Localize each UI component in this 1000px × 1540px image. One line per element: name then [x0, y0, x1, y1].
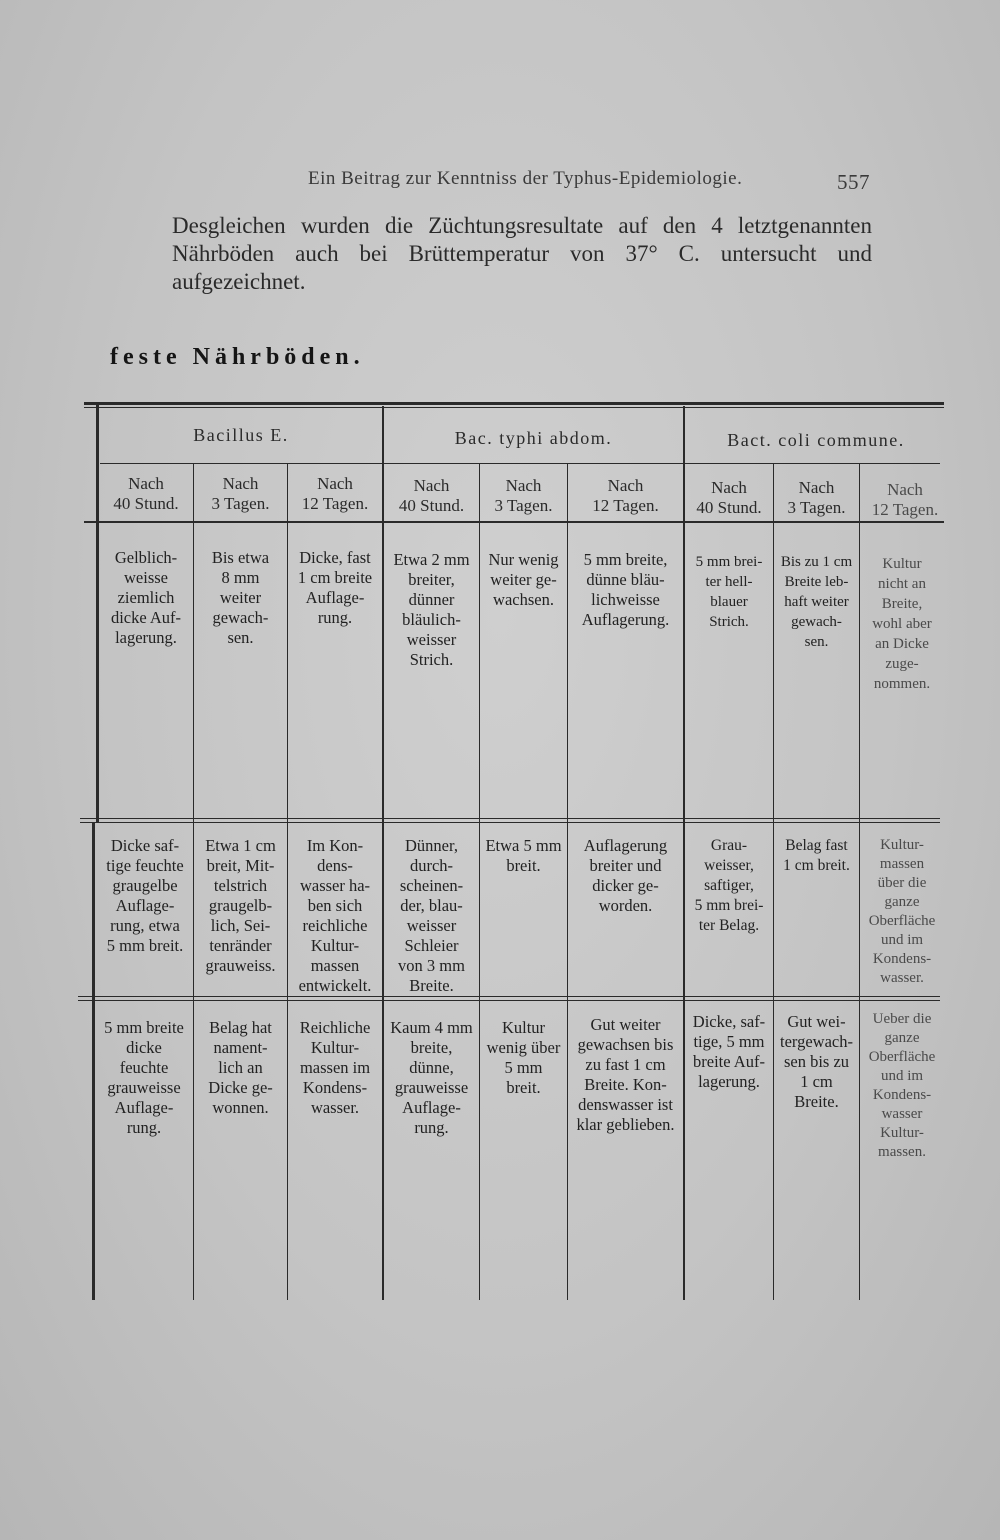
table-cell-r2-c3: Im Kon- dens- wasser ha- ben sich reichliche Kultur- massen entwickelt. [298, 836, 372, 995]
table-cell-r1-c5: Nur wenig weiter ge- wachsen. [488, 550, 559, 609]
table-top-rule-thin [84, 407, 944, 408]
subhead-col-6: Nach 12 Tagen. [592, 476, 659, 515]
intro-paragraph: Desgleichen wurden die Züchtungsresultate auf den 4 letztgenannten Nährböden auch bei Brüttemperatur von 37° C. untersucht und aufgezeichnet. [172, 213, 872, 294]
table-cell-r3-c9: Ueber die ganze Oberfläche und im Kondens- wasser Kultur- massen. [868, 1011, 936, 1160]
page-number: 557 [837, 170, 870, 194]
table-cell-r1-c6: 5 mm breite, dünne bläu- lichweisse Auflagerung. [581, 550, 670, 629]
section-title: feste Nährböden. [110, 344, 365, 370]
table-cell-r3-c4: Kaum 4 mm breite, dünne, grauweisse Auflage- rung. [390, 1018, 473, 1137]
table-cell-r2-c5: Etwa 5 mm breit. [485, 836, 562, 875]
table-cell-r3-c6: Gut weiter gewachsen bis zu fast 1 cm Breite. Kon- denswasser ist klar geblieben. [576, 1015, 675, 1134]
table-cell-r2-c4: Dünner, durch- scheinen- der, blau- weisser Schleier von 3 mm Breite. [398, 836, 465, 995]
table-cell-r3-c7: Dicke, saf- tige, 5 mm breite Auf- lagerung. [692, 1012, 766, 1091]
row1-bottom-rule [80, 818, 940, 819]
row1-bottom-rule-2 [80, 822, 940, 823]
table-cell-r1-c2: Bis etwa 8 mm weiter gewach- sen. [211, 548, 270, 647]
subhead-col-4: Nach 40 Stund. [398, 476, 465, 515]
table-cell-r1-c1: Gelblich- weisse ziemlich dicke Auf- lagerung. [110, 548, 182, 647]
table-cell-r2-c7: Grau- weisser, saftiger, 5 mm brei- ter Belag. [694, 837, 764, 934]
subhead-col-9: Nach 12 Tagen. [871, 480, 939, 519]
group-underline [100, 463, 940, 464]
table-cell-r1-c9: Kultur nicht an Breite, wohl aber an Dicke zuge- nommen. [872, 556, 932, 692]
table-cell-r3-c8: Gut wei- tergewach- sen bis zu 1 cm Breite. [780, 1012, 853, 1111]
table-cell-r1-c8: Bis zu 1 cm Breite leb- haft weiter gewach- sen. [780, 554, 853, 650]
subhead-col-7: Nach 40 Stund. [696, 478, 762, 517]
table-cell-r1-c4: Etwa 2 mm breiter, dünner bläulich- weisser Strich. [393, 550, 470, 669]
table-cell-r3-c5: Kultur wenig über 5 mm breit. [486, 1018, 561, 1097]
table-cell-r2-c2: Etwa 1 cm breit, Mit- telstrich graugelb- lich, Sei- tenränder grauweiss. [205, 836, 276, 975]
row2-bottom-rule-2 [78, 1000, 940, 1001]
header-bottom-rule [84, 521, 944, 523]
subhead-col-5: Nach 3 Tagen. [494, 476, 553, 515]
subhead-col-3: Nach 12 Tagen. [301, 474, 369, 513]
subhead-col-8: Nach 3 Tagen. [787, 478, 846, 517]
subhead-col-2: Nach 3 Tagen. [211, 474, 270, 513]
row2-bottom-rule [78, 996, 940, 997]
table-cell-r1-c7: 5 mm brei- ter hell- blauer Strich. [695, 554, 763, 630]
table-cell-r3-c2: Belag hat nament- lich an Dicke ge- wonnen. [208, 1018, 273, 1117]
table-cell-r3-c1: 5 mm breite dicke feuchte grauweisse Auflage- rung. [104, 1018, 184, 1137]
table-cell-r3-c3: Reichliche Kultur- massen im Kondens- wasser. [299, 1018, 371, 1117]
table-cell-r2-c1: Dicke saf- tige feuchte graugelbe Auflage- rung, etwa 5 mm breit. [106, 836, 184, 955]
running-title: Ein Beitrag zur Kenntniss der Typhus-Epidemiologie. [308, 168, 743, 189]
table-cell-r1-c3: Dicke, fast 1 cm breite Auflage- rung. [297, 548, 373, 627]
table-cell-r2-c8: Belag fast 1 cm breit. [783, 837, 850, 874]
table-top-rule [84, 402, 944, 405]
table-cell-r2-c6: Auflagerung breiter und dicker ge- worden. [583, 836, 668, 915]
subhead-col-1: Nach 40 Stund. [113, 474, 179, 513]
group-header-bac-typhi: Bac. typhi abdom. [454, 428, 613, 448]
table-cell-r2-c9: Kultur- massen über die ganze Oberfläche und im Kondens- wasser. [868, 837, 936, 986]
group-header-bact-coli: Bact. coli commune. [727, 430, 905, 450]
group-header-bacillus-e: Bacillus E. [193, 425, 289, 445]
